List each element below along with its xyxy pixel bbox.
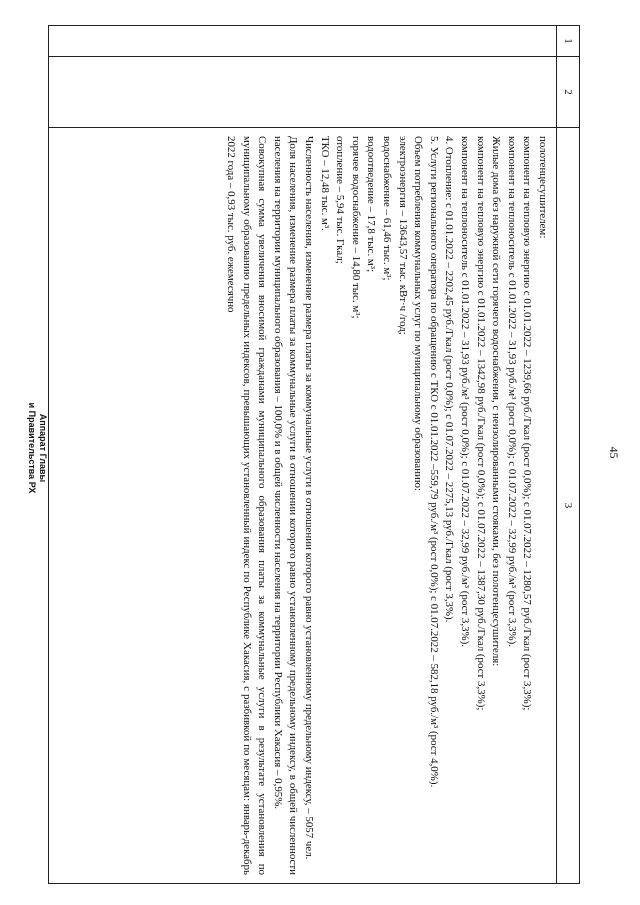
text-line: водоотведение – 17,8 тыс. м³; [365, 136, 378, 273]
column-header-1: 1 [557, 26, 579, 57]
text-line: электроэнергия – 13643,57 тыс. кВт·ч /год; [396, 136, 409, 335]
text-line: отопление – 5,94 тыс. Гкал; [334, 136, 347, 264]
table-cell-col3 [49, 128, 556, 883]
text-line: Доля населения, изменение размера платы за коммунальные услуги в отношении которого равно установленному предельному индексу, в общей численности населения на территории муниципального образования – 100,0% и в общей численности населения на территории Республики Хакасия – 0,95%. [271, 136, 300, 875]
table-cell-col1 [49, 26, 556, 57]
text-line: полотенцесушителем: [537, 136, 549, 239]
column-header-3: 3 [562, 502, 574, 509]
table-cell-col2 [49, 57, 556, 128]
page-number: 45 [607, 446, 622, 459]
text-line: водоснабжение – 61,46 тыс. м³; [381, 136, 394, 281]
text-line: 5. Услуги регионального оператора по обращению с ТКО с 01.01.2022 –559,79 руб./м³ (рост 0,0%); с 01.07.2022 – 582,18 руб./м³ (рост 4,0%). [427, 136, 440, 788]
stamp-line-2: и Правительства РХ [27, 402, 37, 494]
text-line: компонент на тепловую энергию с 01.01.2022 – 1342,98 руб./Гкал (рост 0,0%); с 01.07.2022 – 1387,30 руб./Гкал (рост 3,3%); [474, 136, 487, 711]
column-header-2: 2 [557, 57, 579, 128]
table-body-row [49, 26, 556, 883]
document-table [48, 25, 580, 884]
table-header-row [556, 26, 579, 883]
stamp-line-1: Аппарат Главы [38, 413, 48, 483]
text-line: компонент на теплоноситель с 01.01.2022 – 31,93 руб./м³ (рост 0,0%); с 01.07.2022 – 32,99 руб./м³ (рост 3,3%). [459, 136, 472, 647]
text-line: Объем потребления коммунальных услуг по муниципальному образованию: [412, 136, 425, 491]
text-line: Численность населения, изменение размера платы за коммунальные услуги в отношении которого равно установленному предельному индексу, – 5057 чел. [303, 136, 316, 860]
text-line: Жилые дома без наружной сети горячего водоснабжения, с неизолированными стояками, без полотенцесушителя: [490, 136, 503, 667]
text-line: горячее водоснабжение – 14,80 тыс. м³; [349, 136, 362, 319]
text-line: Совокупная сумма увеличения вносимой гражданами муниципального образования платы за коммунальные услуги в результате установления по муниципальному образованию предельных индексов, превышающих установленный индекс по Республике Хакасия, с разбивкой по месяцам: январь-декабрь 2022 года – 0,93 тыс. руб. ежемесячно [225, 136, 269, 875]
text-line: компонент на теплоноситель с 01.01.2022 – 31,93 руб./м³ (рост 0,0%); с 01.07.2022 – 32,99 руб./м³ (рост 3,3%). [505, 136, 518, 647]
text-line: 4. Отопление: с 01.01.2022 – 2202,45 руб./Гкал (рост 0,0%); с 01.07.2022 – 2275,13 руб./Гкал (рост 3,3%). [443, 136, 456, 623]
office-stamp [26, 388, 48, 508]
text-line: компонент на тепловую энергию с 01.01.2022 – 1239,66 руб./Гкал (рост 0,0%); с 01.07.2022 – 1280,57 руб./Гкал (рост 3,3%); [521, 136, 534, 711]
text-line: ТКО – 12,48 тыс. м³. [318, 136, 331, 231]
